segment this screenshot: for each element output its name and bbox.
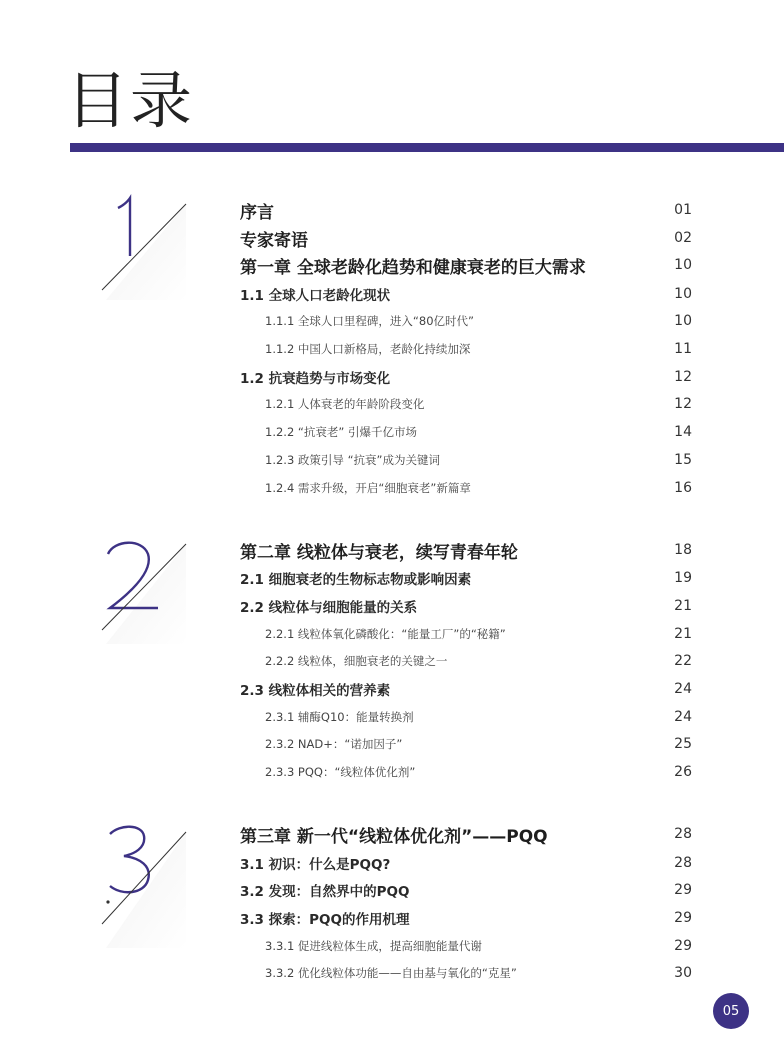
toc-entry-label: 3.3.2 优化线粒体功能——自由基与氧化的“克星” — [265, 966, 517, 980]
toc-entry-page: 10 — [674, 257, 692, 273]
toc-entry[interactable] — [240, 649, 692, 673]
toc-entry-page: 16 — [674, 480, 692, 496]
toc-entry[interactable] — [240, 622, 692, 646]
toc-entry-page: 18 — [674, 542, 692, 558]
toc-entry-page: 28 — [674, 826, 692, 842]
toc-entry-label: 3.3 探索：PQQ的作用机理 — [240, 912, 410, 928]
toc-entry-page: 12 — [674, 396, 692, 412]
toc-entry[interactable] — [240, 760, 692, 784]
section-1-numeral — [96, 192, 196, 322]
toc-entry[interactable] — [240, 448, 692, 472]
toc-entry-label: 1.2 抗衰趋势与市场变化 — [240, 371, 391, 387]
toc-entry-page: 30 — [674, 965, 692, 981]
toc-entry-page: 25 — [674, 736, 692, 752]
toc-entry-page: 19 — [674, 570, 692, 586]
toc-entry[interactable] — [240, 337, 692, 361]
toc-entry[interactable] — [240, 566, 692, 590]
toc-entry-label: 序言 — [240, 202, 274, 223]
toc-entry-label: 1.1.2 中国人口新格局，老龄化持续加深 — [265, 342, 471, 356]
toc-entry-label: 2.3.1 辅酶Q10：能量转换剂 — [265, 710, 414, 724]
page-number-badge: 05 — [713, 993, 749, 1029]
toc-entry[interactable] — [240, 961, 692, 985]
toc-entry-page: 29 — [674, 938, 692, 954]
toc-entry[interactable] — [240, 392, 692, 416]
toc-entry[interactable] — [240, 878, 692, 902]
toc-entry-page: 26 — [674, 764, 692, 780]
toc-entry-label: 第三章 新一代“线粒体优化剂”——PQQ — [240, 826, 548, 847]
toc-entry-label: 第一章 全球老龄化趋势和健康衰老的巨大需求 — [240, 257, 586, 278]
toc-entry-label: 2.2 线粒体与细胞能量的关系 — [240, 600, 418, 616]
toc-entry-page: 21 — [674, 626, 692, 642]
toc-entry-label: 1.2.4 需求升级，开启“细胞衰老”新篇章 — [265, 481, 471, 495]
toc-chapter-3[interactable] — [240, 822, 692, 846]
toc-entry-page: 14 — [674, 424, 692, 440]
toc-entry[interactable] — [240, 851, 692, 875]
toc-entry-page: 11 — [674, 341, 692, 357]
toc-entry-page: 01 — [674, 202, 692, 218]
toc-entry-label: 1.2.2 “抗衰老” 引爆千亿市场 — [265, 425, 417, 439]
toc-entry[interactable] — [240, 705, 692, 729]
toc-entry-page: 24 — [674, 681, 692, 697]
toc-entry[interactable] — [240, 282, 692, 306]
section-3-numeral — [96, 820, 196, 950]
page-title: 目录 — [66, 64, 195, 137]
toc-entry-page: 02 — [674, 230, 692, 246]
toc-entry-page: 10 — [674, 286, 692, 302]
toc-entry-page: 22 — [674, 653, 692, 669]
toc-entry-label: 1.1.1 全球人口里程碑，进入“80亿时代” — [265, 314, 474, 328]
toc-entry-page: 12 — [674, 369, 692, 385]
toc-chapter-1[interactable] — [240, 253, 692, 277]
toc-entry[interactable] — [240, 420, 692, 444]
toc-entry[interactable] — [240, 594, 692, 618]
toc-entry-page: 29 — [674, 882, 692, 898]
toc-entry-label: 2.3.2 NAD+：“诺加因子” — [265, 737, 403, 751]
toc-entry-label: 3.3.1 促进线粒体生成，提高细胞能量代谢 — [265, 939, 482, 953]
toc-entry[interactable] — [240, 476, 692, 500]
toc-entry-label: 2.3 线粒体相关的营养素 — [240, 683, 391, 699]
toc-entry[interactable] — [240, 934, 692, 958]
title-divider-bar — [70, 143, 784, 152]
toc-entry[interactable] — [240, 198, 692, 222]
toc-entry-label: 3.1 初识：什么是PQQ? — [240, 857, 391, 873]
toc-entry-page: 29 — [674, 910, 692, 926]
toc-entry-label: 2.2.1 线粒体氧化磷酸化：“能量工厂”的“秘籍” — [265, 627, 506, 641]
toc-entry-page: 21 — [674, 598, 692, 614]
toc-entry-label: 2.3.3 PQQ：“线粒体优化剂” — [265, 765, 416, 779]
toc-entry-label: 1.2.3 政策引导 “抗衰”成为关键词 — [265, 453, 440, 467]
toc-entry-page: 24 — [674, 709, 692, 725]
toc-entry-label: 2.1 细胞衰老的生物标志物或影响因素 — [240, 572, 472, 588]
section-2-numeral — [96, 536, 196, 666]
toc-chapter-2[interactable] — [240, 538, 692, 562]
toc-entry-label: 专家寄语 — [240, 230, 308, 251]
toc-entry-label: 3.2 发现：自然界中的PQQ — [240, 884, 410, 900]
toc-entry[interactable] — [240, 365, 692, 389]
toc-entry[interactable] — [240, 309, 692, 333]
toc-entry[interactable] — [240, 906, 692, 930]
toc-entry-page: 28 — [674, 855, 692, 871]
toc-entry-label: 2.2.2 线粒体，细胞衰老的关键之一 — [265, 654, 448, 668]
toc-entry[interactable] — [240, 677, 692, 701]
toc-entry[interactable] — [240, 226, 692, 250]
toc-entry-label: 1.2.1 人体衰老的年龄阶段变化 — [265, 397, 425, 411]
toc-entry-page: 10 — [674, 313, 692, 329]
toc-entry-page: 15 — [674, 452, 692, 468]
toc-entry-label: 1.1 全球人口老龄化现状 — [240, 288, 391, 304]
toc-entry-label: 第二章 线粒体与衰老，续写青春年轮 — [240, 542, 518, 563]
toc-entry[interactable] — [240, 732, 692, 756]
